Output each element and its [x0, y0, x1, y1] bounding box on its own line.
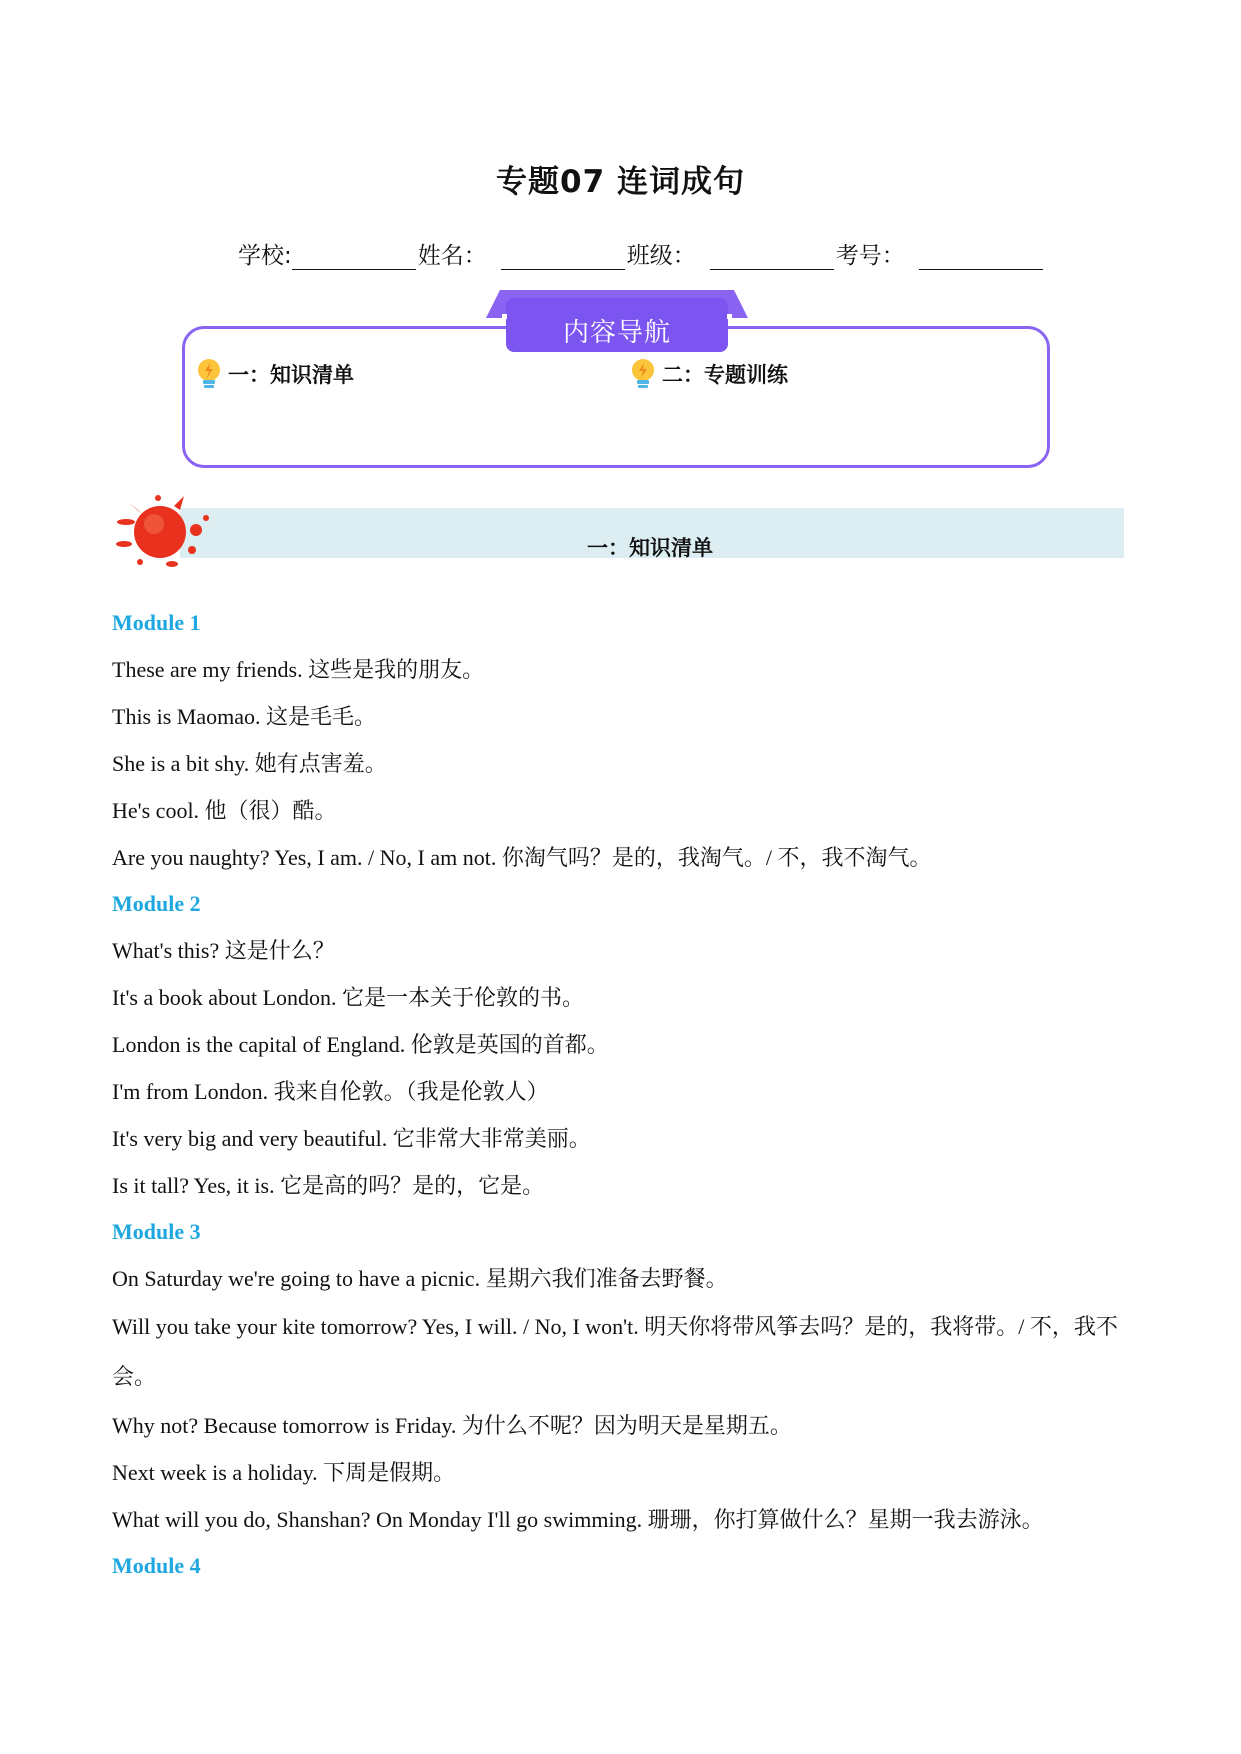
- sentence-line: On Saturday we're going to have a picnic. 星期六我们准备去野餐。: [112, 1266, 728, 1291]
- knowledge-list-content: [112, 600, 1122, 1589]
- section-title: 一：知识清单: [587, 536, 713, 560]
- module-heading: Module 4: [112, 1553, 201, 1578]
- sentence-line: Are you naughty? Yes, I am. / No, I am not. 你淘气吗？是的，我淘气。/ 不，我不淘气。: [112, 845, 932, 870]
- lightbulb-icon: [194, 357, 224, 391]
- sentence-line: It's very big and very beautiful. 它非常大非常美丽。: [112, 1126, 591, 1151]
- sentence-line: Will you take your kite tomorrow? Yes, I will. / No, I won't. 明天你将带风筝去吗？是的，我将带。/ 不，我不会。: [112, 1314, 1118, 1389]
- nav-item-knowledge-list[interactable]: [194, 357, 354, 391]
- student-info-line: [238, 236, 1045, 270]
- sentence-line: It's a book about London. 它是一本关于伦敦的书。: [112, 985, 585, 1010]
- nav-item-label: 二：专题训练: [662, 363, 788, 387]
- class-blank: [710, 243, 834, 270]
- name-blank: [501, 243, 625, 270]
- sentence-line: London is the capital of England. 伦敦是英国的首都。: [112, 1032, 609, 1057]
- nav-item-label: 一：知识清单: [228, 363, 354, 387]
- sentence-line: She is a bit shy. 她有点害羞。: [112, 751, 387, 776]
- school-label: 学校:: [238, 243, 292, 269]
- navigation-tab-label: 内容导航: [562, 318, 671, 348]
- lightbulb-icon: [628, 357, 658, 391]
- sentence-line: I'm from London. 我来自伦敦。（我是伦敦人）: [112, 1079, 549, 1104]
- sentence-line: He's cool. 他（很）酷。: [112, 798, 337, 823]
- sentence-line: What's this? 这是什么？: [112, 938, 335, 963]
- school-blank: [292, 243, 416, 270]
- sentence-line: Why not? Because tomorrow is Friday. 为什么不呢？因为明天是星期五。: [112, 1413, 792, 1438]
- sentence-line: Is it tall? Yes, it is. 它是高的吗？是的，它是。: [112, 1173, 545, 1198]
- module-heading: Module 1: [112, 610, 201, 635]
- exam-number-blank: [919, 243, 1043, 270]
- module-heading: Module 2: [112, 891, 201, 916]
- name-label: 姓名：: [417, 243, 487, 269]
- sentence-line: What will you do, Shanshan? On Monday I'll go swimming. 珊珊，你打算做什么？星期一我去游泳。: [112, 1507, 1044, 1532]
- sentence-line: These are my friends. 这些是我的朋友。: [112, 657, 485, 682]
- module-heading: Module 3: [112, 1219, 201, 1244]
- sentence-line: Next week is a holiday. 下周是假期。: [112, 1460, 456, 1485]
- class-label: 班级：: [626, 243, 696, 269]
- exam-number-label: 考号：: [835, 243, 905, 269]
- page-title: 专题07 连词成句: [496, 164, 745, 200]
- paint-splat-icon: [114, 492, 214, 572]
- sentence-line: This is Maomao. 这是毛毛。: [112, 704, 376, 729]
- nav-item-topic-training[interactable]: [628, 357, 788, 391]
